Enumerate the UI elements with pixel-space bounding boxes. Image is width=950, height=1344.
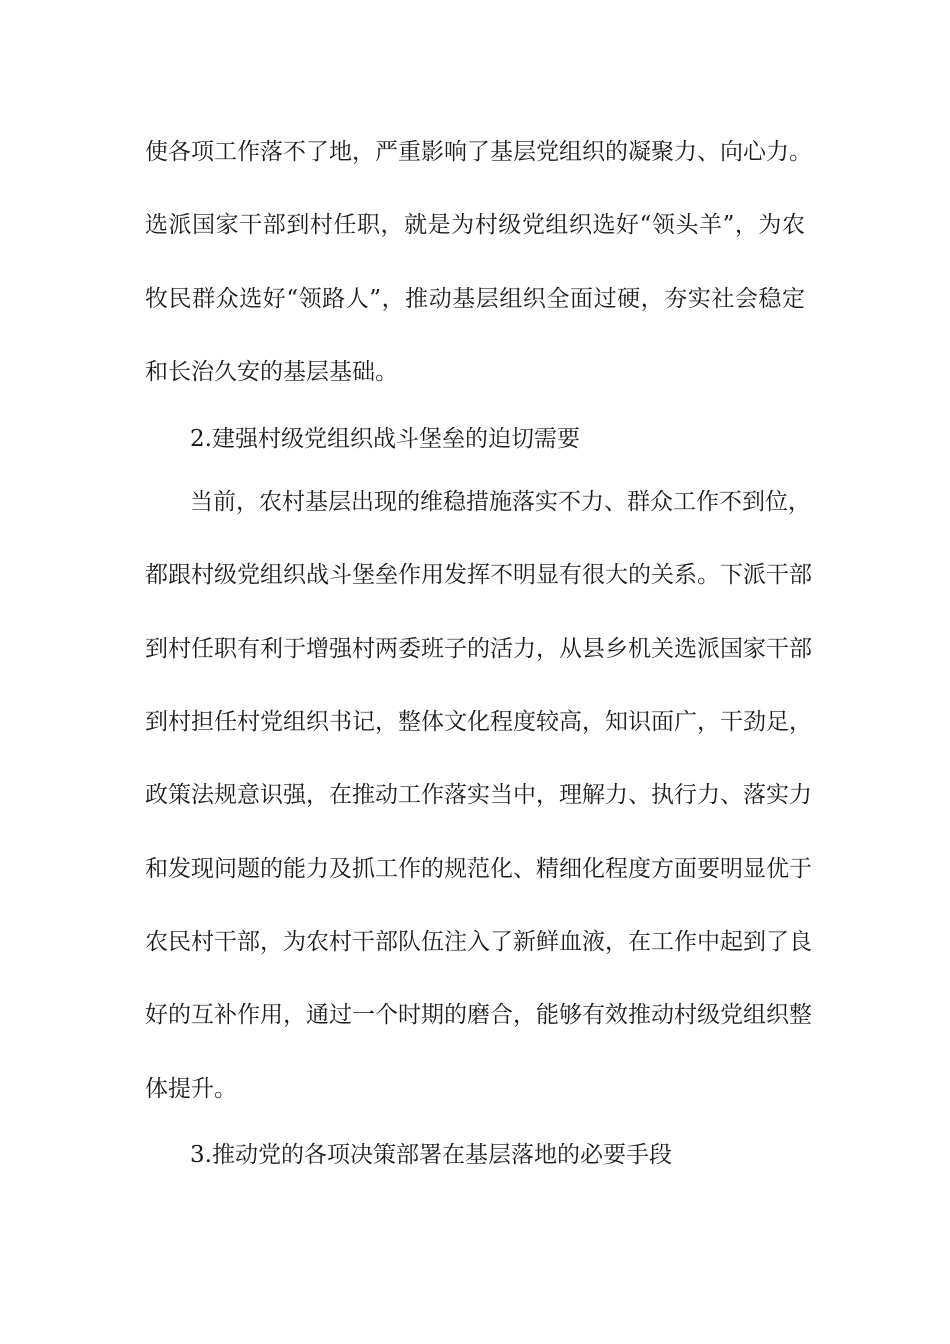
paragraph-line: 体提升。 bbox=[145, 1076, 237, 1102]
paragraph-line: 到村任职有利于增强村两委班子的活力，从县乡机关选派国家干部 bbox=[145, 636, 812, 662]
paragraph-line: 和发现问题的能力及抓工作的规范化、精细化程度方面要明显优于 bbox=[145, 856, 812, 882]
section-heading: 2.建强村级党组织战斗堡垒的迫切需要 bbox=[190, 426, 580, 452]
paragraph-line: 农民村干部，为农村干部队伍注入了新鲜血液，在工作中起到了良 bbox=[145, 929, 812, 955]
paragraph-line: 好的互补作用，通过一个时期的磨合，能够有效推动村级党组织整 bbox=[145, 1002, 812, 1028]
paragraph-line: 牧民群众选好“领路人”，推动基层组织全面过硬，夯实社会稳定 bbox=[145, 286, 805, 312]
paragraph-line: 到村担任村党组织书记，整体文化程度较高，知识面广，干劲足， bbox=[145, 709, 812, 735]
paragraph-line: 和长治久安的基层基础。 bbox=[145, 359, 398, 385]
paragraph-line: 当前，农村基层出现的维稳措施落实不力、群众工作不到位， bbox=[190, 489, 811, 515]
paragraph-line: 使各项工作落不了地，严重影响了基层党组织的凝聚力、向心力。 bbox=[145, 139, 812, 165]
paragraph-line: 政策法规意识强，在推动工作落实当中，理解力、执行力、落实力 bbox=[145, 782, 812, 808]
paragraph-line: 选派国家干部到村任职，就是为村级党组织选好“领头羊”，为农 bbox=[145, 212, 805, 238]
section-heading: 3.推动党的各项决策部署在基层落地的必要手段 bbox=[190, 1142, 672, 1168]
paragraph-line: 都跟村级党组织战斗堡垒作用发挥不明显有很大的关系。下派干部 bbox=[145, 562, 812, 588]
